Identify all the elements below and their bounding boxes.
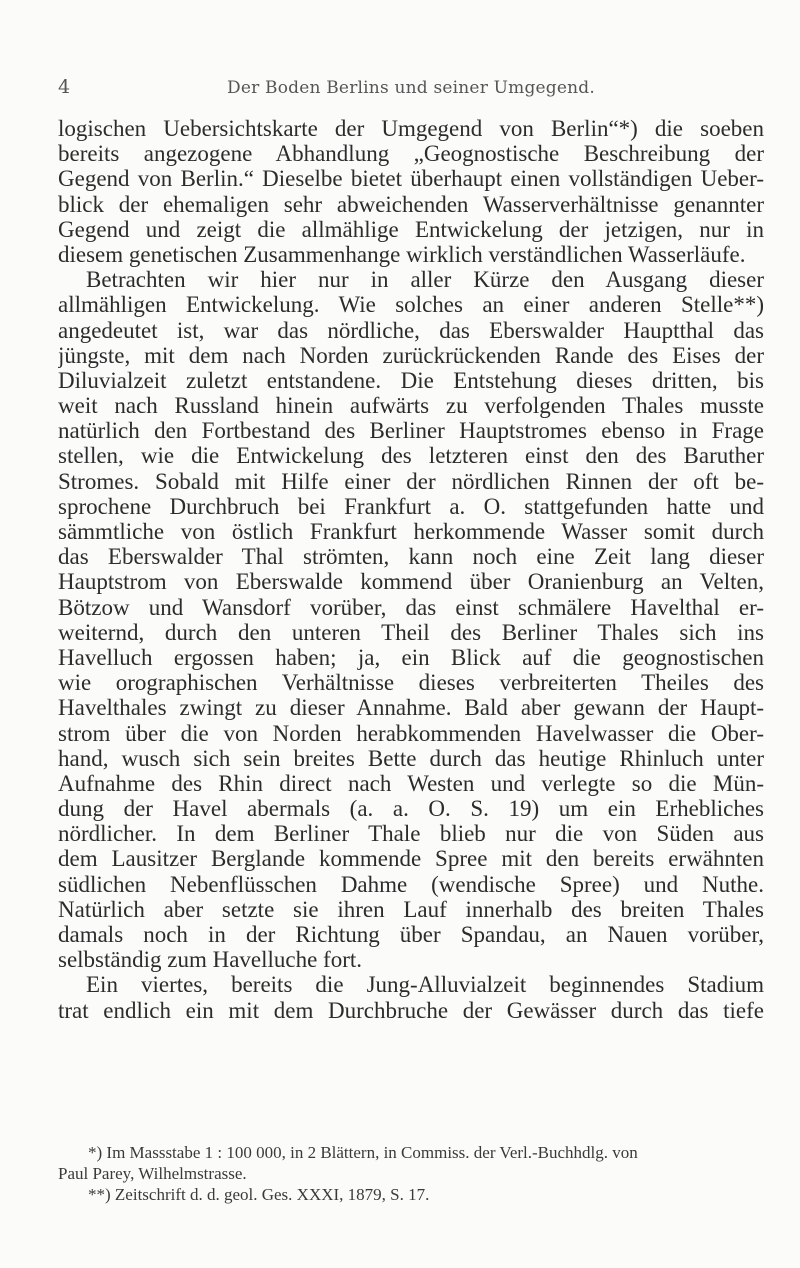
footnotes xyxy=(58,1142,764,1205)
text-line: Havelluch ergossen haben; ja, ein Blick auf die geognostischen xyxy=(58,644,764,670)
text-line: Gegend und zeigt die allmählige Entwickelung der jetzigen, nur in xyxy=(58,216,764,242)
footnote-1: *) Im Massstabe 1 : 100 000, in 2 Blättern, in Commiss. der Verl.-Buchhdlg. von xyxy=(88,1143,638,1162)
text-line: nördlicher. In dem Berliner Thale blieb nur die von Süden aus xyxy=(58,821,764,847)
footnote-1-continuation: Paul Parey, Wilhelmstrasse. xyxy=(58,1164,247,1183)
text-line: südlichen Nebenflüsschen Dahme (wendische Spree) und Nuthe. xyxy=(58,871,764,897)
text-line: sämmtliche von östlich Frankfurt herkommende Wasser somit durch xyxy=(58,519,764,544)
text-line: selbständig zum Havelluche fort. xyxy=(58,947,363,973)
running-head xyxy=(58,76,764,100)
text-line: weiternd, durch den unteren Theil des Berliner Thales sich ins xyxy=(58,619,764,645)
text-line: strom über die von Norden herabkommenden Havelwasser die Ober- xyxy=(58,720,764,746)
page-number: 4 xyxy=(58,76,71,98)
text-line: Ein viertes, bereits die Jung-Alluvialzeit beginnendes Stadium xyxy=(86,972,764,998)
text-line: Stromes. Sobald mit Hilfe einer der nördlichen Rinnen der oft be- xyxy=(58,468,764,494)
text-line: Natürlich aber setzte sie ihren Lauf innerhalb des breiten Thales xyxy=(58,896,764,922)
text-line: jüngste, mit dem nach Norden zurückrückenden Rande des Eises der xyxy=(58,342,764,368)
text-line: Havelthales zwingt zu dieser Annahme. Bald aber gewann der Haupt- xyxy=(58,695,764,721)
text-line: wie orographischen Verhältnisse dieses verbreiterten Theiles des xyxy=(58,670,764,696)
text-line: Betrachten wir hier nur in aller Kürze den Ausgang dieser xyxy=(86,267,764,293)
footnote-2: **) Zeitschrift d. d. geol. Ges. XXXI, 1879, S. 17. xyxy=(88,1185,430,1204)
text-line: damals noch in der Richtung über Spandau, an Nauen vorüber, xyxy=(58,922,764,947)
text-line: das Eberswalder Thal strömten, kann noch eine Zeit lang dieser xyxy=(58,544,764,570)
text-line: blick der ehemaligen sehr abweichenden Wasserverhältnisse genannter xyxy=(58,191,764,217)
text-line: angedeutet ist, war das nördliche, das Eberswalder Hauptthal das xyxy=(58,317,764,343)
running-title: Der Boden Berlins und seiner Umgegend. xyxy=(227,78,595,98)
text-line: Hauptstrom von Eberswalde kommend über Oranienburg an Velten, xyxy=(58,569,764,595)
text-line: diesem genetischen Zusammenhange wirklich verständlichen Wasserläufe. xyxy=(58,241,746,267)
text-line: allmähligen Entwickelung. Wie solches an einer anderen Stelle**) xyxy=(58,292,764,318)
text-line: weit nach Russland hinein aufwärts zu verfolgenden Thales musste xyxy=(58,393,764,419)
text-line: Diluvialzeit zuletzt entstandene. Die Entstehung dieses dritten, bis xyxy=(58,367,764,393)
text-line: natürlich den Fortbestand des Berliner Hauptstromes ebenso in Frage xyxy=(58,418,764,444)
text-line: stellen, wie die Entwickelung des letzteren einst den des Baruther xyxy=(58,443,764,469)
body-text xyxy=(58,116,764,1023)
text-line: Aufnahme des Rhin direct nach Westen und verlegte so die Mün- xyxy=(58,770,764,796)
text-line: hand, wusch sich sein breites Bette durch das heutige Rhinluch unter xyxy=(58,745,764,771)
text-line: Bötzow und Wansdorf vorüber, das einst schmälere Havelthal er- xyxy=(58,594,764,620)
text-line: logischen Uebersichtskarte der Umgegend von Berlin“*) die soeben xyxy=(58,116,764,141)
text-line: dung der Havel abermals (a. a. O. S. 19) um ein Erhebliches xyxy=(58,796,764,822)
text-line: sprochene Durchbruch bei Frankfurt a. O. stattgefunden hatte und xyxy=(58,493,764,519)
text-line: dem Lausitzer Berglande kommende Spree mit den bereits erwähnten xyxy=(58,846,764,872)
text-line: bereits angezogene Abhandlung „Geognostische Beschreibung der xyxy=(58,141,764,167)
text-line: trat endlich ein mit dem Durchbruche der Gewässer durch das tiefe xyxy=(58,997,764,1023)
text-line: Gegend von Berlin.“ Dieselbe bietet überhaupt einen vollständigen Ueber- xyxy=(58,166,764,192)
